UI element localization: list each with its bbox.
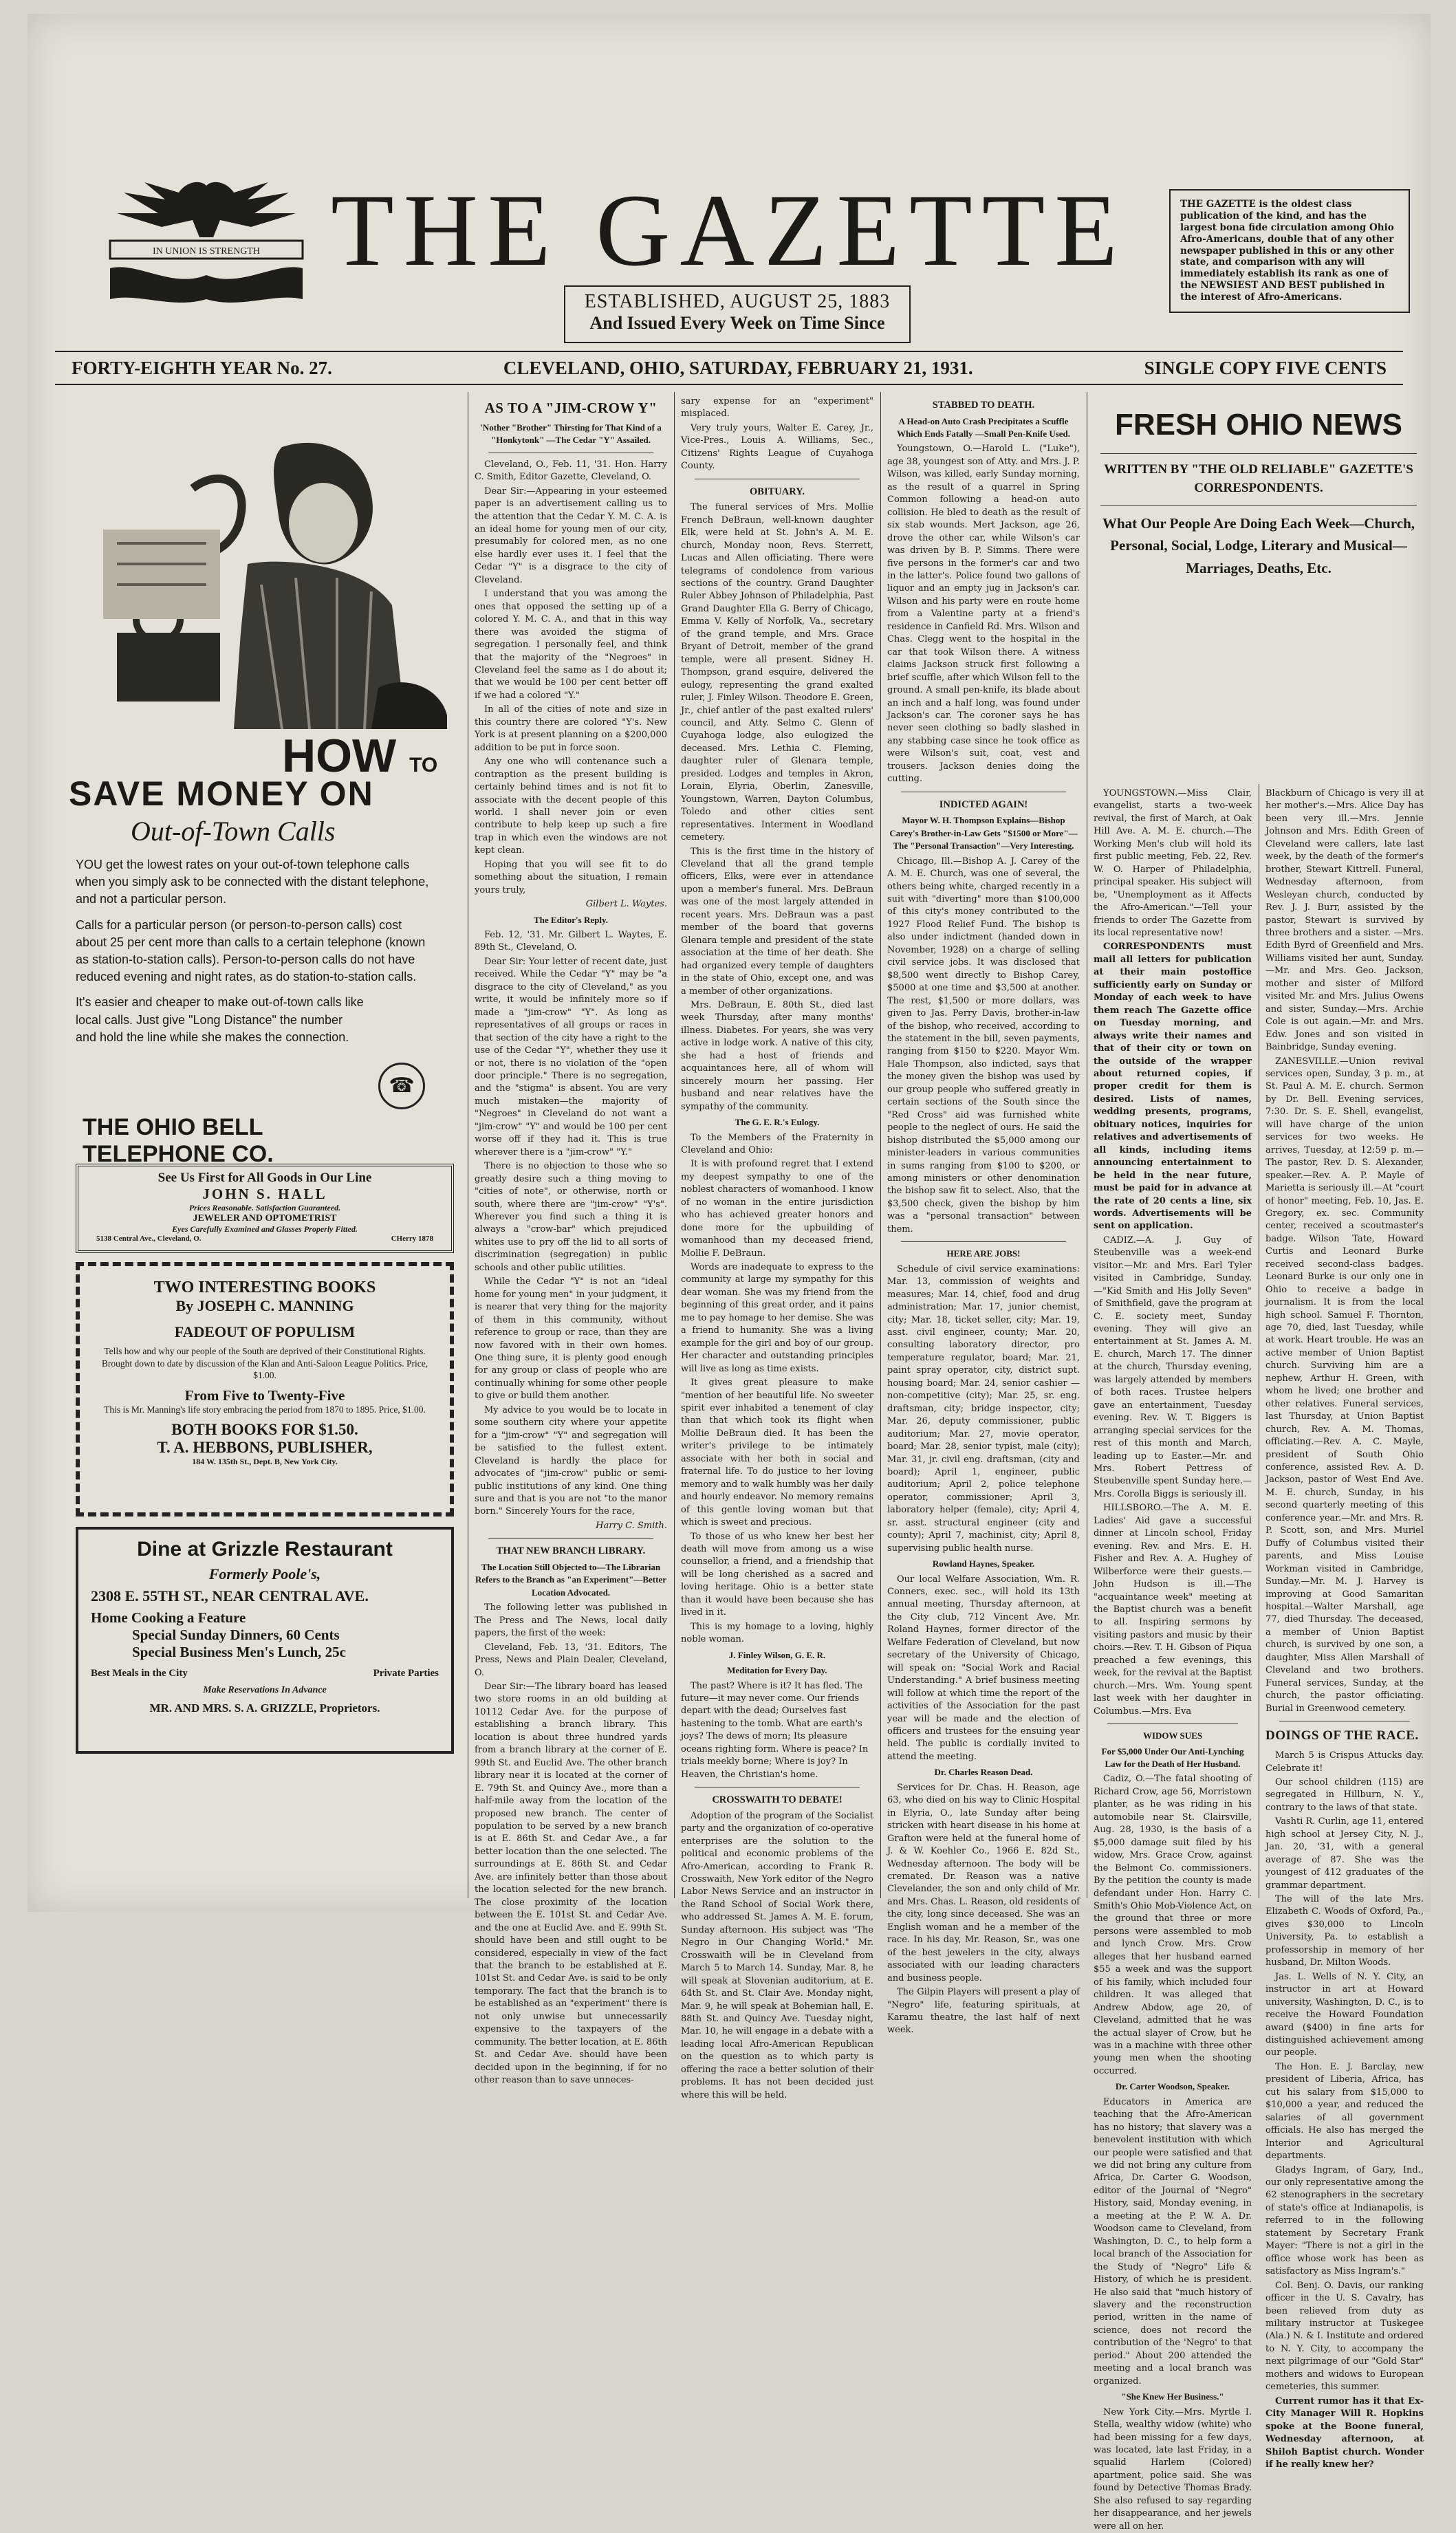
ad-line: 2308 E. 55TH ST., NEAR CENTRAL AVE. [91,1587,369,1605]
subheadline: A Head-on Auto Crash Precipitates a Scuffle Which Ends Fatally —Small Pen-Knife Used. [896,415,1071,439]
headline: DOINGS OF THE RACE. [1265,1728,1419,1743]
paragraph: My advice to you would be to locate in some southern city where your appetite for a "jim-crow" "Y" and segregation will be satisfied to the fullest extent. Cleveland is hardly the place for advocates of "jim-crow" public or semi-public institutions of any kind. One thing sure and that is you are not "to the manor born." Sincerely Yours for the race, [475,1404,667,1517]
headline: Dr. Carter Woodson, Speaker. [1115,2081,1230,2092]
ohio-bell-advertisement [55,426,454,1168]
paragraph: The Gilpin Players will present a play of "Negro" life, featuring spirituals, at Karamu theatre, the last half of next week. [887,1987,1080,2036]
headline: The G. E. R.'s Eulogy. [735,1117,820,1128]
ad-line: FADEOUT OF POPULISM [174,1323,356,1340]
paragraph: Adoption of the program of the Socialist party and the organization of co-operative enterprises are the solution to the political and economic problems of the Afro-American, according to Frank R. Crosswaith, New York editor of the Negro Labor News Service and an instructor in the Rand School of Social Work there, who addressed St. James A. M. E. forum, Sunday afternoon. His subject was "The Negro in Our Changing World." Mr. Crosswaith will be in Cleveland from March 5 to March 14. Sunday, Mar. 8, he will speak at Slovenian auditorium, at E. 64th St. and St. Clair Ave. Monday night, Mar. 9, he will speak at Bohemian hall, E. 88th St. and Quincy Ave. Tuesday night, Mar. 10, he will engage in a debate with a leading local Afro-American Republican on the question as to which party is offering the race a better solution of their problems. It has not been decided just where this will be held. [681,1810,873,2100]
paragraph: Col. Benj. O. Davis, our ranking officer in the U. S. Cavalry, has been relieved from duty as military instructor at Tuskegee (Ala.) N. & I. Institute and ordered to N. Y. City, to accompany the next pilgrimage of our "Gold Star" mothers and widows to European cemeteries, this summer. [1265,2280,1424,2393]
headline: HERE ARE JOBS! [946,1248,1021,1259]
paragraph: It gives great pleasure to make "mention of her beautiful life. No sweeter spirit ever inhabited a tenement of clay than that which took its flight when Mollie DeBraun died. It has been the writer's privilege to be intimately associate with her both in social and fraternal life. To do justice to her loving memory and to walk humbly was her daily and hourly endeavor. No memory remains of this gentle loving woman but that which is sweet and precious. [681,1378,873,1528]
paragraph: This is the first time in the history of Cleveland that all the grand temple officers, Elks, were ever in attendance upon a member's funeral. Mrs. DeBraun was one of the most largely attended in recent years. Mrs. DeBraun was a past member of the board that governs Glenara temple and president of the state association at the time of her death. She had organized every temple of daughters in the state of Ohio, except one, and was a member of other organizations. [681,846,873,997]
paragraph: Dear Sir: Your letter of recent date, just received. While the Cedar "Y" may be "a disgrace to the city of Cleveland," as you write, it would be infinitely more so if made a "jim-crow" "Y". As long as representatives of all groups or races in that section of the city have a right to the use of the Cedar "Y", whether they use it or not, there is no violation of the "open door principle." There is no segregation, and the "stigma" is absent. You are very much mistaken—the majority of "Negroes" in Cleveland do not want a "jim-crow" "Y" and would be 100 per cent worse off if they had it. This is true wherever there is a "jim-crow" "Y." [475,956,667,1157]
circulation-promo-box: THE GAZETTE is the oldest class publication of the kind, and has the largest bona fide circulation among Ohio Afro-Americans, double that of any other newspaper published in this or any other state, and comparison with any will immediately establish its rank as one of the NEWSIEST AND BEST published in the interest of Afro-Americans. [1169,189,1410,313]
paragraph: YOUNGSTOWN.—Miss Clair, evangelist, starts a two-week revival, the first of March, at Oak Hill Ave. A. M. E. church.—The Working Men's club will hold its first public meeting, Feb. 22, Rev. W. O. Harper of Philadelphia, principal speaker. His subject will be, "Unemployment as it Affects the Afro-American."—Tell your friends to order The Gazette from its local representative now! [1094,788,1252,938]
column-fresh-ohio-news [1094,787,1252,2532]
headline: Rowland Haynes, Speaker. [932,1558,1035,1569]
fresh-ohio-news-header [1094,395,1424,781]
paragraph: While the Cedar "Y" is not an "ideal home for young men" in your judgment, it is nearer that very thing for the majority of them in this community, without reference to group or race, than they are now favored with in their own homes. One thing sure, it is plenty good enough for any group or class of people who are continually whining for some other people to give or build them another. [475,1276,667,1402]
ad-line: Dine at Grizzle Restaurant [137,1538,393,1561]
headline: THAT NEW BRANCH LIBRARY. [496,1545,646,1557]
paragraph: Cleveland, Feb. 13, '31. Editors, The Press, News and Plain Dealer, Cleveland, O. [475,1642,667,1678]
ad-paragraph: Calls for a particular person (or person-to-person calls) cost about 25 per cent more than calls to a certain telephone (known as station-to-station calls). Person-to-person calls do not have reduced evening and night rates, as do station-to-station calls. [76,917,426,984]
paragraph: Services for Dr. Chas. H. Reason, age 63, who died on his way to Clinic Hospital in Elyria, O., late Sunday after being stricken with heart disease in his home at Grafton were held at the funeral home of J. & W. Koehler Co., 1966 E. 82d St., Wednesday afternoon. The body will be cremated. Dr. Reason was a native Clevelander, the son and only child of Mr. and Mrs. Chas. L. Reason, old residents of the city, long since deceased. She was an English woman and he a member of the race. In his day, Mr. Reason, Sr., was one of the best jewelers in the city, always associated with our leading characters and business people. [887,1782,1080,1983]
paragraph: The funeral services of Mrs. Mollie French DeBraun, well-known daughter Elk, were held at St. John's A. M. E. church, Monday noon, Revs. Sterrett, Lucas and Allen officiating. There were telegrams of condolence from various sections of the country. Grand Daughter Ruler Abbey Johnson of Philadelphia, Past Grand Daughter Ella G. Berry of Chicago, Emma V. Kelly of Norfolk, Va., secretary of the grand temple, and Mrs. Grace Bryant of Detroit, member of the grand temple, were all present. Sidney H. Thompson, grand esquire, delivered the eulogy, representing the grand exalted ruler, J. Finley Wilson. Theodore E. Green, Jr., chief antler of the past exalted rulers' council, and Atty. Selmo C. Glenn of Cuyahoga lodge, also eulogized the deceased. Mrs. Lethia C. Fleming, daughter ruler of Glenara temple, presided. Lodges and temples in Akron, Lorain, Elyria, Oberlin, Zanesville, Youngstown, Warren, Dayton Columbus, Toledo and other cities sent representatives. Interment in Woodland cemetery. [681,502,873,843]
paragraph: March 5 is Crispus Attucks day. Celebrate it! [1265,1750,1424,1774]
section-title: FRESH OHIO NEWS [1114,408,1403,442]
paragraph: It is with profound regret that I extend my deepest sympathy to one of the noblest characters of womanhood. I know of no woman in the entire jurisdiction who has achieved greater honors and done more for the upbuilding of womanhood than my deceased friend, Mollie F. DeBraun. [681,1159,873,1259]
ad-headline-how: HOW TO [282,730,438,782]
column-rule [674,392,675,1898]
subheadline: Mayor W. H. Thompson Explains—Bishop Carey's Brother-in-Law Gets "$1500 or More"—The "Personal Transaction"—Very Interesting. [889,815,1078,851]
paragraph: Chicago, Ill.—Bishop A. J. Carey of the A. M. E. Church, was one of several, the others being white, charged recently in a suit with "diverting" more than $100,000 of this city's money contributed to the 1927 Flood Relief Fund. The bishop is also under indictment (handed down in November, 1928) on a charge of selling civil service jobs. It was disclosed that $8,500 went directly to Bishop Carey, $5000 at one time and $3,500 at another. The rest, $1,500 or more dollars, was given to Jas. Perry Davis, brother-in-law of the bishop, who received, according to the statement in the bill, seven payments, ranging from $150 to $220. Mayor Wm. Hale Thompson, also indicted, says that the money given the bishop was used by our group people who suffered greatly in certain sections of the South since the "Red Cross" aid was furnished white people to the neglect of ours. He said the bishop distributed the $5,000 among our minister-leaders in various communities in sums ranging from $100 to $200, or among ministers or other denomination the bishop saw fit to select. Also, that the $3,500 check, given the bishop by him was a "personal transaction" between them. [887,856,1080,1235]
paragraph: There is no objection to those who so greatly desire such a thing moving to "cities of note", or otherwise, north or south, where there are "jim-crow" "Y's". Wherever you find such a thing it is always a "crow-bar" which prejudiced whites use to pry off the lid to all sorts of discrimination (segregation) in public schools and other public utilities. [475,1161,667,1273]
john-hall-jeweler-ad [76,1164,454,1253]
signature: Harry C. Smith. [596,1520,667,1531]
paragraph: CADIZ.—A. J. Guy of Steubenville was a week-end visitor.—Mr. and Mrs. Earl Tyler visited in Cambridge, Sunday.—"Kid Smith and His Jolly Seven" of Smithfield, gave the program at C. E. society meet, Sunday evening. They will give an entertainment at St. James A. M. E. church, March 17. The dinner at the church, Thursday evening, was largely attended by members of both races. Trustee helpers gave an entertainment, Tuesday evening. Rev. W. T. Biggers is arranging special services for the rest of this month and March, leading up to Easter.—Mr. and Mrs. Robert Pettress of Steubenville spent Sunday here.—Mrs. Corolla Biggs is seriously ill. [1094,1235,1252,1499]
ad-paragraph: YOU get the lowest rates on your out-of-town telephone calls when you simply ask to be connected with the distant telephone, and not a particular person. [76,858,429,906]
paragraph: The Hon. E. J. Barclay, new president of Liberia, Africa, has cut his salary from $15,000 to $10,000 a year, and reduced the salaries of all government officials. He also has merged the Interior and Agricultural departments. [1265,2061,1424,2162]
headline: WIDOW SUES [1142,1730,1203,1741]
ad-row: Best Meals in the City Private Parties [91,1668,439,1679]
signature: Gilbert L. Waytes. [585,899,667,910]
column-stabbed-to-death [887,395,1080,2036]
ad-line: T. A. HEBBONS, PUBLISHER, [157,1438,373,1456]
ad-line: MR. AND MRS. S. A. GRIZZLE, Proprietors. [149,1702,380,1715]
paragraph: Dear Sir:—Appearing in your esteemed paper is an advertisement calling us to the attention that the Cedar Y. M. C. A. is an ideal home for young men of our city, presumably for colored men, as no one else hardly ever uses it. I feel that the Cedar "Y" is a disgrace to the city of Cleveland. [475,486,667,585]
dateline-bar [55,351,1403,385]
paragraph: Feb. 12, '31. Mr. Gilbert L. Waytes, E. 89th St., Cleveland, O. [475,930,667,953]
ad-headline-out-of-town: Out-of-Town Calls [131,816,336,847]
established-tagline: And Issued Every Week on Time Since [589,313,885,333]
ad-headline-save: SAVE MONEY ON [69,774,374,813]
ad-line: Home Cooking a Feature [91,1609,246,1626]
headline: AS TO A "JIM-CROW Y" [484,400,658,416]
paragraph: Any one who will contenance such a contraption as the present building is certainly behind times and is not fit to associate with the decent people of this world. I shall never join or even contribute to help keep up such a fire trap in which even the windows are not kept clean. [475,757,667,856]
ad-address-row: 5138 Central Ave., Cleveland, O. CHerry 1878 [96,1235,433,1243]
column-jim-crow-y [475,395,667,2086]
place-and-date: CLEVELAND, OHIO, SATURDAY, FEBRUARY 21, 1931. [503,357,973,378]
paragraph: This is my homage to a loving, highly noble woman. [681,1621,873,1645]
ad-line: Special Business Men's Lunch, 25c [132,1644,346,1660]
paragraph: Youngstown, O.—Harold L. ("Luke"), age 38, youngest son of Atty. and Mrs. J. P. Wilson, was killed, early Sunday morning, as the result of a quarrel in Spring Common following a head-on auto collision. He bled to death as the result of six stab wounds. Mert Jackson, age 26, drove the other car, while Wilson's car was driven by B. P. Simms. There were five persons in the former's car and two in the latter's. Police found two gallons of liquor and an empty jug in Jackson's car. Wilson and his party were en route home from a Valentine party at a friend's residence in Canfield Rd. Mrs. Wilson and Chas. Clegg went to the hospital in the car that took Wilson there. A witness claims Jackson struck first following a brief scuffle, after which Wilson fell to the ground. A small pen-knife, its blade about an inch and a half long, was found under Jackson's car. The coroner says he has never seen clothing so badly slashed in any stabbing case since he took office as were Wilson's suit, coat, vest and trousers. Jackson denies doing the cutting. [887,444,1080,785]
ad-line: 184 W. 135th St., Dept. B, New York City. [192,1456,338,1466]
svg-text:IN UNION IS STRENGTH: IN UNION IS STRENGTH [153,246,260,257]
paragraph: In all of the cities of note and size in this country there are colored "Y's. New York is at present planning on a $200,000 addition to be put in force soon. [475,704,667,753]
paragraph: CORRESPONDENTS must mail all letters for publication at their main postoffice sufficiently early on Sunday or Monday of each week to have them reach The Gazette office on Tuesday morning, and always write their names and that of their city or town on the outside of the wrapper about returned copies, if proper credit for them is desired. Lists of names, wedding presents, programs, obituary notices, inquiries for relatives and advertisements of all kinds, including items announcing entertainment to be held in the near future, must be paid for in advance at the rate of 20 cents a line, six words. Advertisements will be sent on application. [1094,942,1252,1232]
paragraph: To those of us who knew her best her death will move from among us a wise counsellor, a friend, and a friendship that will be long cherished as a sacred and loving heritage. Ohio is a better state than it would have been because she has lived in it. [681,1531,873,1618]
ad-line: Prices Reasonable. Satisfaction Guaranteed. [188,1203,341,1213]
ad-line: Tells how and why our people of the South are deprived of their Constitutional Rights. Brought down to date by discussion of the Klan and Anti-Saloon League Politics. Price, $1.00. [101,1346,428,1381]
paragraph: Words are inadequate to express to the community at large my sympathy for this dear woman. She was my friend from the beginning of this great order, and it pains me to pay homage to her demise. She was a friend to humanity. She was a living example for the girl and boy of our group. Her character and outstanding principles will live as long as time exists. [681,1262,873,1374]
ad-line: BOTH BOOKS FOR $1.50. [171,1420,358,1438]
section-subtitle: What Our People Are Doing Each Week—Church, Personal, Social, Lodge, Literary and Musical—Marriages, Deaths, Etc. [1102,514,1415,576]
section-subtitle: WRITTEN BY "THE OLD RELIABLE" GAZETTE'S CORRESPONDENTS. [1104,462,1413,496]
column-doings-of-the-race [1265,787,1424,2470]
volume-number: FORTY-EIGHTH YEAR No. 27. [72,357,332,378]
newspaper-title: THE GAZETTE [331,173,1127,287]
headline: OBITUARY. [750,486,805,497]
paragraph: Vashti R. Curlin, age 11, entered high school at Jersey City, N. J., Jan. 20, '31, with a general average of 87. She was the youngest of 412 graduates of the grammar department. [1265,1816,1424,1891]
established-date: ESTABLISHED, AUGUST 25, 1883 [584,291,891,312]
headline: INDICTED AGAIN! [939,798,1028,810]
ad-line: TWO INTERESTING BOOKS [153,1279,376,1296]
headline: Meditation for Every Day. [727,1665,827,1676]
paragraph: To the Members of the Fraternity in Cleveland and Ohio: [681,1132,873,1155]
paragraph: HILLSBORO.—The A. M. E. Ladies' Aid gave a successful dinner at Lincoln school, Friday evening. Rev. and Mrs. E. H. Fisher and Rev. A. A. Hughey of Wilberforce were their guests.—John Hudson is ill.—The "acquaintance week" meeting at the Baptist church was a benefit to all. Inspiring sermons by visiting pastors and music by their choirs.—Rev. T. H. Gibson of Piqua preached a few evenings, this week, for the revival at the Baptist church.—Mrs. Wm. Young spent last week with her daughter in Columbus.—Mrs. Eva [1094,1503,1252,1717]
price: SINGLE COPY FIVE CENTS [1144,357,1387,378]
ad-line: Special Sunday Dinners, 60 Cents [132,1627,340,1643]
column-obituary [681,395,873,2100]
poem: The past? Where is it? It has fled. The future—it may never come. Our friends depart with the dead; Ourselves fast hastening to the tomb. What are earth's joys? The dews of morn; Its pleasure oceans righting form. Where is peace? In trials meekly borne; Where is joy? In Heaven, the Christian's home. [681,1680,869,1780]
paragraph: Schedule of civil service examinations: Mar. 13, commission of weights and measures; Mar. 14, chief, food and drug administration; Mar. 17, junior chemist, city; Mar. 18, ticket seller, city; Mar. 19, asst. civil engineer, county; Mar. 20, consulting laboratory director, pro temperature regulator, board; Mar. 21, paint spray operator, city, district supt. housing board; Mar. 24, senior cashier — non-competitive (city); Mar. 25, sr. eng. draftsman, city; bridge inspector, city; Mar. 26, deputy commissioner, public auditorium; Mar. 27, movie operator, board; Mar. 28, senior typist, male (city); Mar. 31, jr. civil eng. draftsman, (city and board); April 1, engineer, public auditorium; April 2, police telephone operator, commissioner; April 3, laboratory helper (female), city; April 4, sr. asst. structural engineer (city and county); April 7, machinist, city; April 8, supervising public health nurse. [887,1263,1080,1554]
newspaper-page [28,14,1431,2532]
paragraph: sary expense for an "experiment" misplaced. [681,396,873,420]
paragraph: The following letter was published in The Press and The News, local daily papers, the first of the week: [475,1602,667,1639]
ad-line: JEWELER AND OPTOMETRIST [193,1213,337,1224]
headline: CROSSWAITH TO DEBATE! [712,1794,843,1806]
paragraph: ZANESVILLE.—Union revival services open, Sunday, 3 p. m., at St. Paul A. M. E. church. Sermon by Dr. Bell. Evening services, 7:30. Dr. S. E. Shell, evangelist, will have charge of the union services for two weeks. He arrives, Tuesday, at 12:59 p. m.—The pastor, Rev. D. S. Alexander, speaker.—Rev. A. P. Mayle of Marietta is seriously ill.—At "court of honor" meeting, Feb. 10, Jas. E. Gregory, ex. sec. Community center, received a scoutmaster's badge. Wilson Tate, Howard Curtis and Leonard Burke received second-class badges. Leonard Burke is our only one in Ohio to receive a badge in journalism. It is from the local high school. Samuel F. Thornton, age 70, died, last Tuesday, while at work. Heart trouble. He was an active member of Union Baptist church. Surviving him are a nephew, Arthur H. Green, with whom he lived; one brother and other relatives. Funeral services, last Thursday, at Union Baptist church, Rev. A. M. Thomas, officiating.—Rev. A. C. Mayle, president of South Ohio conference, assisted Rev. A. D. Jackson, pastor of West End Ave. M. E. church, Sunday, in his second quarterly meeting of this conference year.—Mr. and Mrs. R. P. Scott, son, and Mrs. Muriel Duffy of Columbus visited their parents, and Miss Louise Workman visited in Cambridge, Sunday.—Mr. M. J. Harvey is improving at Good Samaritan hospital.—Walter Marshall, age 77, died Thursday. The deceased, a member of Union Baptist church, is survived by one son, a daughter, Miss Allen Marshall of Cleveland and two brothers. Funeral services, Sunday, at the church, the pastor officiating. Burial in Greenwood cemetery. [1265,1056,1424,1714]
paragraph: Our local Welfare Association, Wm. R. Conners, exec. sec., will hold its 13th annual meeting, Thursday afternoon, at the City club, 712 Vincent Ave. Mr. Roland Haynes, former director of the Welfare Federation of Cleveland, but now secretary of the University of Chicago, will speak on: "Social Work and Racial Understanding." A brief business meeting will follow at which time the report of the activities of the Association for the past year will be made and the election of officers and trustees for the ensuing year held. The public is cordially invited to attend the meeting. [887,1574,1080,1762]
manning-books-ad [76,1262,454,1516]
paragraph: New York City.—Mrs. Myrtle I. Stella, wealthy widow (white) who had been missing for a few days, was located, late last Friday, in a squalid Harlem (Colored) apartment, police said. She was found by Detective Thomas Brady. She also refused to say regarding her disappearance, and her jewels were all on her. [1094,2406,1252,2532]
ad-line: This is Mr. Manning's life story embracing the period from 1870 to 1895. Price, $1.00. [104,1404,426,1415]
subheadline: For $5,000 Under Our Anti-Lynching Law for the Death of Her Husband. [1101,1746,1244,1769]
ad-paragraph: It's easier and cheaper to make out-of-town calls like local calls. Just give "Long Distance" the number and hold the line while she makes the connection. [76,995,364,1044]
headline: The Editor's Reply. [534,914,608,925]
paragraph: Cadiz, O.—The fatal shooting of Richard Crow, age 56, Morristown planter, as he was riding in his automobile near St. Clairsville, Aug. 28, 1930, is the basis of a $5,000 damage suit filed by his widow, Mrs. Grace Crow, against the Belmont Co. commissioners. By the petition the county is made defendant under Hon. Harry C. Smith's Ohio Mob-Violence Act, on the ground that three or more persons were assembled to mob and lynch Crow. Mrs. Crow alleges that her husband earned $55 a week and was the support of his family, which included four children. It was alleged that Andrew Abdow, age 20, of Cleveland, admitted that he was the actual slayer of Crow, but he was in a machine with three other young men when the shooting occurred. [1094,1774,1252,2076]
ad-line: Eyes Carefully Examined and Glasses Properly Fitted. [172,1224,358,1234]
paragraph: Our school children (115) are segregated in Hillburn, N. Y., contrary to the laws of that state. [1265,1776,1424,1813]
subheadline: The Location Still Objected to—The Librarian Refers to the Branch as "an Experiment"—Better Location Advocated. [475,1561,666,1598]
paragraph: Very truly yours, Walter E. Carey, Jr., Vice-Pres., Louis A. Williams, Sec., Citizens' Rights League of Cuyahoga County. [681,422,873,472]
paragraph: Hoping that you will see fit to do something about the situation, I remain yours truly, [475,859,667,895]
ad-line: JOHN S. HALL [202,1186,327,1202]
subheadline: 'Nother "Brother" Thirsting for That Kind of a "Honkytonk" —The Cedar "Y" Assailed. [480,422,662,446]
paragraph: Blackburn of Chicago is very ill at her mother's.—Mrs. Alice Day has been very ill.—Mrs. Jennie Johnson and Mrs. Edith Green of Cleveland were callers, late last week, by the death of the former's brother, Stewart Kittrell. Funeral, Wednesday afternoon, from Wesleyan church, conducted by Rev. J. J. Burr, assisted by the pastor, Stewart is survived by three brothers and a sister. —Mrs. Edith Byrd of Greenfield and Mrs. Williams visited her aunt, Sunday.—Mr. and Mrs. Geo. Jackson, mother and sister of Milford visited Mr. and Mrs. Julius Owens and sister, Sunday.—Mrs. Archie Cole is out again.—Mr. and Mrs. Edw. Jones and son visited in Bainbridge, Sunday evening. [1265,788,1424,1053]
headline: "She Knew Her Business." [1121,2391,1224,2402]
paragraph: Educators in America are teaching that the Afro-American has no history; that slavery was a benevolent institution with which our people were satisfied and that we did not bring any culture from Africa, Dr. Carter G. Woodson, editor of the Journal of "Negro" History, said, Monday evening, in a meeting at the P. W. A. Dr. Woodson came to Cleveland, from Washington, D. C., to help form a local branch of the Association for the Study of "Negro" Life & History, of which he is president. He also said that "much history of slavery and the reconstruction period, written in the name of science, does not record the contribution of the 'Negro' to that period." About 200 attended the meeting and a local branch was organized. [1094,2096,1252,2387]
ad-line: Formerly Poole's, [208,1565,321,1583]
paragraph: Cleveland, O., Feb. 11, '31. Hon. Harry C. Smith, Editor Gazette, Cleveland, O. [475,459,667,483]
paragraph: I understand that you was among the ones that opposed the setting up of a colored Y. M. C. A., and that in this way there was avoided the stigma of segregation. I personally feel, and think that the majority of the "Negroes" in Cleveland feel the same as I do about it; that we would be 100 per cent better off if we had a colored "Y." [475,589,667,701]
company-name: THE OHIO BELL TELEPHONE CO. [83,1114,274,1168]
headline: STABBED TO DEATH. [932,400,1035,411]
signature: J. Finley Wilson, G. E. R. [728,1649,826,1660]
bell-logo-icon: ☎ [378,1063,425,1109]
paragraph: Gladys Ingram, of Gary, Ind., our only representative among the 62 stenographers in the secretary of state's office at Indianapolis, is referred to in the following statement by Secretary Frank Mayer: "There is not a girl in the office whose work has been as satisfactory as Miss Ingram's." [1265,2164,1424,2277]
ad-line: Make Reservations In Advance [203,1685,327,1695]
woman-telephone-illustration [76,426,447,729]
ad-line: From Five to Twenty-Five [184,1387,345,1404]
ad-line: See Us First for All Goods in Our Line [157,1171,372,1185]
ad-body [76,856,433,1054]
paragraph: Dear Sir:—The library board has leased two store rooms in an old building at 10112 Cedar Ave. for the purpose of establishing a branch library. This location is about three hundred yards from a branch library at the corner of E. 99th St. and Euclid Ave. The other branch library near it is located at the corner of E. 79th St. and Quincy Ave., more than a half-mile away from the location of the proposed new branch. The center of population to be served by a new branch is at E. 86th St. and Cedar Ave., a far better location than the one selected. The surroundings at E. 86th St. and Cedar Ave. are infinitely better than those about the location selected for the new branch. The close proximity of the location between the E. 101st St. and Cedar Ave. and the one at Euclid Ave. and E. 99th St. should have been and still ought to be considered, especially in view of the fact that the branch to be established at E. 101st St. and Cedar Ave. is said to be only temporary. The fact that the branch is to be established as an "experiment" there is not only unwise but unnecessarily expensive to the taxpayers of the community. The better location, at E. 86th St. and Cedar Ave. should have been decided upon in the beginning, if for no other reason than to save unneces- [475,1681,667,2086]
paragraph: Jas. L. Wells of N. Y. City, an instructor in art at Howard university, Washington, D. C., is to receive the Howard Foundation award ($400) in fine arts for distinguished achievement among our people. [1265,1971,1424,2058]
column-rule [880,392,881,1898]
established-box [564,285,911,343]
paragraph: Mrs. DeBraun, E. 80th St., died last week Thursday, after many months' illness. Diabetes. For years, she was very active in lodge work. A native of this city, she had a host of friends and acquaintances here, all of whom will sincerely mourn her passing. Her husband and near relatives have the sympathy of the community. [681,999,873,1112]
headline: Dr. Charles Reason Dead. [934,1767,1033,1778]
grizzle-restaurant-ad [76,1527,454,1754]
ad-line: By JOSEPH C. MANNING [175,1297,354,1314]
eagle-emblem-icon [96,172,316,309]
paragraph: The will of the late Mrs. Elizabeth C. Woods of Oxford, Pa., gives $30,000 to Lincoln University, Pa. to establish a professorship in memory of her husband, Dr. Milton Woods. [1265,1894,1424,1968]
paragraph: Current rumor has it that Ex-City Manager Will R. Hopkins spoke at the Boone funeral, Wednesday afternoon, at Shiloh Baptist church. Wonder if he really knew her? [1265,2395,1424,2470]
